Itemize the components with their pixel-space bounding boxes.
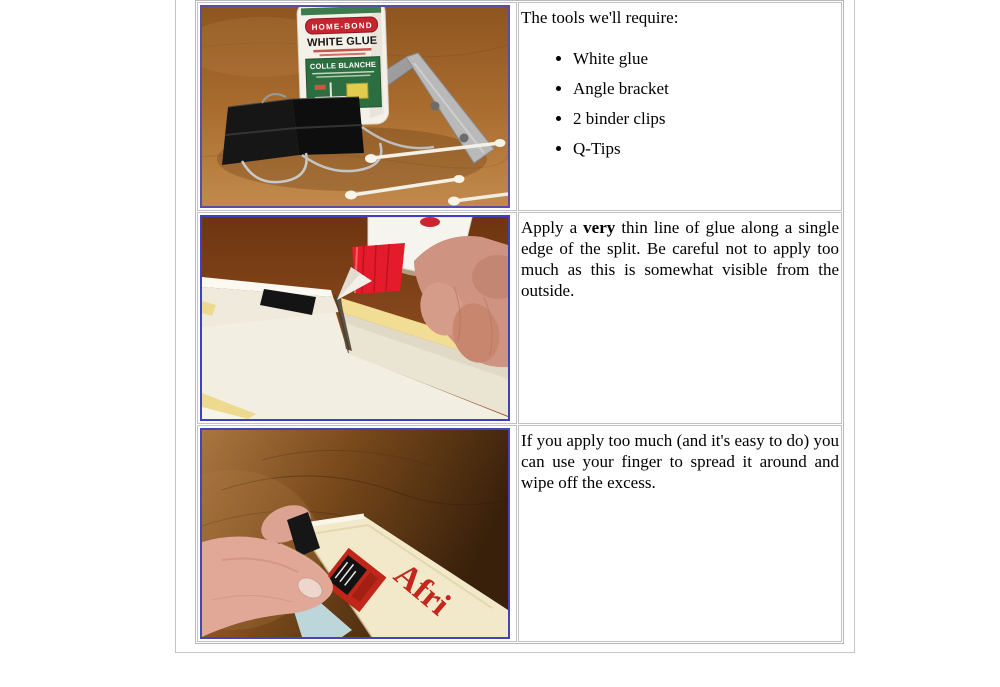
- tools-photo: [200, 5, 510, 208]
- french-label: COLLE BLANCHE: [309, 59, 377, 72]
- list-item-angle-bracket: • Angle bracket: [573, 78, 839, 99]
- product-label: WHITE GLUE: [306, 34, 378, 50]
- tools-photo-link[interactable]: [200, 5, 514, 208]
- table-row-spread: [197, 425, 842, 642]
- text-cell-tools: [518, 2, 842, 211]
- page-container: [175, 0, 855, 653]
- step2-text-start: Apply a: [521, 218, 584, 237]
- spread-photo-link[interactable]: [200, 428, 514, 639]
- apply-glue-photo: [200, 215, 510, 421]
- text-cell-apply: [518, 212, 842, 424]
- step2-bold-word: very: [583, 218, 616, 237]
- step2-paragraph: [521, 217, 839, 301]
- tools-list: [521, 48, 839, 159]
- photo-cell-apply: [197, 212, 517, 424]
- text-cell-spread: [518, 425, 842, 642]
- brand-label: HOME-BOND: [311, 20, 372, 33]
- step3-paragraph: If you apply too much (and it's easy to do) you can use your finger to spread it around and wipe off the excess.: [521, 431, 839, 492]
- apply-photo-link[interactable]: [200, 215, 514, 421]
- tutorial-table: [195, 0, 844, 644]
- step2-text-end: thin line of glue along a single edge of the split. Be careful not to apply too much as this is somewhat visible from the outside.: [521, 218, 839, 300]
- photo-cell-spread: [197, 425, 517, 642]
- list-item-qtips: • Q-Tips: [573, 138, 839, 159]
- box-title-text: Afri: [386, 555, 457, 623]
- list-item-binder-clips: • 2 binder clips: [573, 108, 839, 129]
- spread-glue-photo: [200, 428, 510, 639]
- table-row-tools: [197, 2, 842, 211]
- step1-heading: The tools we'll require:: [521, 8, 679, 27]
- photo-cell-tools: [197, 2, 517, 211]
- list-item-white-glue: • White glue: [573, 48, 839, 69]
- table-row-apply: [197, 212, 842, 424]
